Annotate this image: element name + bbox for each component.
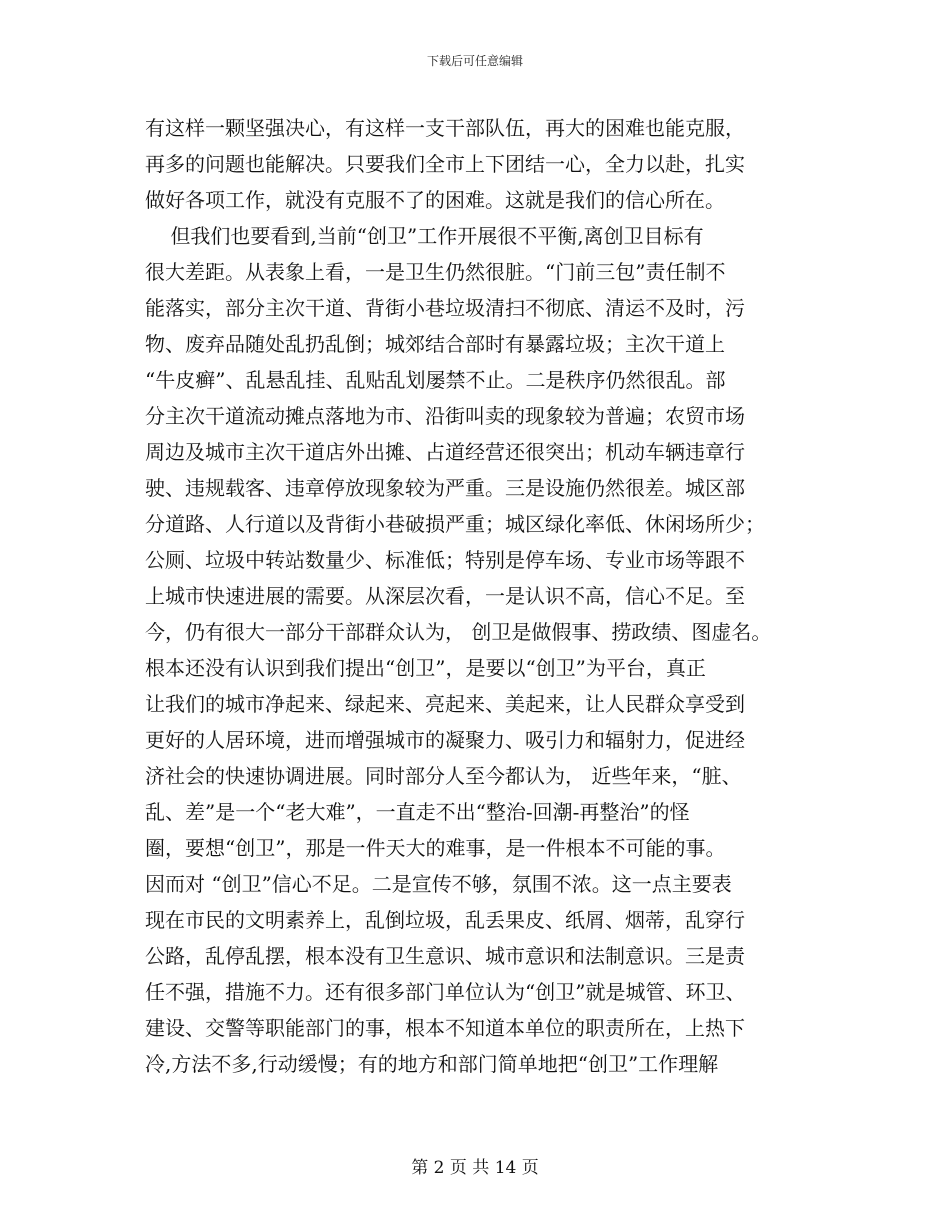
- text-line: 物、废弃品随处乱扔乱倒；城郊结合部时有暴露垃圾；主次干道上: [145, 332, 725, 356]
- text-line: “牛皮癣”、乱悬乱挂、乱贴乱划屡禁不止。二是秩序仍然很乱。部: [145, 368, 726, 392]
- text-line: 今，仍有很大一部分干部群众认为， 创卫是做假事、捞政绩、图虚名。: [145, 620, 772, 644]
- text-line: 根本还没有认识到我们提出“创卫”，是要以“创卫”为平台，真正: [145, 656, 706, 680]
- text-line: 乱、差”是一个“老大难”，一直走不出“整治-回潮-再整治”的怪: [145, 800, 690, 824]
- text-line: 很大差距。从表象上看，一是卫生仍然很脏。“门前三包”责任制不: [145, 260, 726, 284]
- text-line: 分主次干道流动摊点落地为市、沿街叫卖的现象较为普遍；农贸市场: [145, 404, 745, 428]
- text-line: 任不强，措施不力。还有很多部门单位认为“创卫”就是城管、环卫、: [145, 980, 746, 1004]
- text-line: 冷,方法不多,行动缓慢；有的地方和部门简单地把“创卫”工作理解: [145, 1052, 719, 1076]
- text-line: 让我们的城市净起来、绿起来、亮起来、美起来，让人民群众享受到: [145, 692, 745, 716]
- text-line: 驶、违规载客、违章停放现象较为严重。三是设施仍然很差。城区部: [145, 476, 745, 500]
- text-line: 更好的人居环境，进而增强城市的凝聚力、吸引力和辐射力，促进经: [145, 728, 745, 752]
- text-line: 公路，乱停乱摆，根本没有卫生意识、城市意识和法制意识。三是责: [145, 944, 745, 968]
- text-line: 有这样一颗坚强决心，有这样一支干部队伍，再大的困难也能克服，: [145, 116, 745, 140]
- text-line: 上城市快速进展的需要。从深层次看，一是认识不高，信心不足。至: [145, 584, 745, 608]
- text-line: 做好各项工作，就没有克服不了的困难。这就是我们的信心所在。: [145, 188, 725, 212]
- text-line: 建设、交警等职能部门的事，根本不知道本单位的职责所在，上热下: [145, 1016, 745, 1040]
- text-line: 济社会的快速协调进展。同时部分人至今都认为， 近些年来，“脏、: [145, 764, 742, 788]
- text-line: 再多的问题也能解决。只要我们全市上下团结一心，全力以赴，扎实: [145, 152, 745, 176]
- text-line: 公厕、垃圾中转站数量少、标准低；特别是停车场、专业市场等跟不: [145, 548, 745, 572]
- text-line: 周边及城市主次干道店外出摊、占道经营还很突出；机动车辆违章行: [145, 440, 745, 464]
- text-line: 但我们也要看到,当前“创卫”工作开展很不平衡,离创卫目标有: [145, 224, 704, 248]
- page-header: 下载后可任意编辑: [426, 54, 523, 68]
- document-body: [145, 110, 825, 1082]
- text-line: 因而对 “创卫”信心不足。二是宣传不够，氛围不浓。这一点主要表: [145, 872, 732, 896]
- text-line: 能落实，部分主次干道、背街小巷垃圾清扫不彻底、清运不及时，污: [145, 296, 745, 320]
- page-number: 第 2 页 共 14 页: [411, 1158, 539, 1178]
- text-line: 现在市民的文明素养上，乱倒垃圾，乱丢果皮、纸屑、烟蒂，乱穿行: [145, 908, 745, 932]
- text-line: 圈，要想“创卫”，那是一件天大的难事，是一件根本不可能的事。: [145, 836, 726, 860]
- text-line: 分道路、人行道以及背街小巷破损严重；城区绿化率低、休闲场所少；: [145, 512, 765, 536]
